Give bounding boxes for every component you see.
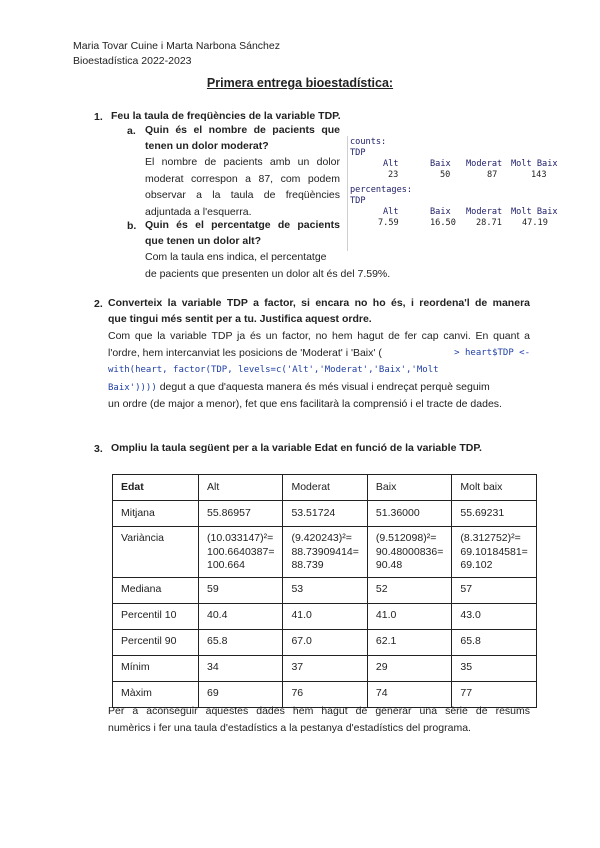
cell-line: 88.739 — [291, 559, 324, 571]
table-cell: 55.86957 — [199, 501, 283, 527]
table-cell: 65.8 — [452, 629, 536, 655]
q2-answer-line2 — [108, 345, 530, 362]
row-label: Percentil 10 — [113, 603, 199, 629]
q1a-answer-line1: El nombre de pacients amb un dolor — [145, 156, 340, 168]
q1a-answer-line3: observar a la taula de freqüències — [145, 189, 340, 201]
cell-line: 90.48000836= — [375, 545, 444, 558]
q2-code-part3: Baix')))) — [108, 382, 157, 393]
q2-code-part2: with(heart, factor(TDP, levels=c('Alt','Moderat','Baix','Molt — [108, 365, 439, 375]
q2-number: 2. — [94, 298, 103, 310]
cell-line: (9.512098)²= — [375, 532, 437, 544]
r-percentages-label: percentages: — [350, 185, 413, 195]
q2-answer-line1: Com que la variable TDP ja és un factor, no hem hagut de fer cap canvi. En quant a — [108, 330, 530, 342]
table-cell: 57 — [452, 577, 536, 603]
row-label: Mediana — [113, 577, 199, 603]
q2-answer-line3 — [108, 361, 530, 379]
table-row — [113, 655, 537, 681]
r-count-moderat: 87 — [487, 170, 498, 180]
r-pct-baix: 16.50 — [430, 218, 456, 228]
r-header-moltbaix: Molt Baix — [511, 159, 558, 169]
r-pct-alt: 7.59 — [378, 218, 399, 228]
r-count-moltbaix: 143 — [531, 170, 547, 180]
q1b-question-line1: Quin és el percentatge de pacients — [145, 219, 340, 231]
table-cell — [283, 527, 367, 578]
r-var-label: TDP — [350, 148, 366, 158]
header-cell-moderat: Moderat — [283, 475, 367, 501]
r-output-divider — [347, 136, 348, 251]
q1a-question-line1: Quin és el nombre de pacients que — [145, 124, 340, 136]
r-pct-moderat: 28.71 — [476, 218, 502, 228]
cell-line: 88.73909414= — [291, 545, 359, 558]
table-cell: 37 — [283, 655, 367, 681]
page-title: Primera entrega bioestadística: — [206, 76, 394, 90]
header-cell-alt: Alt — [199, 475, 283, 501]
q3-text: Ompliu la taula següent per a la variable Edat en funció de la variable TDP. — [111, 442, 482, 454]
q1b-question-line2: que tenen un dolor alt? — [145, 235, 262, 247]
q1a-answer — [145, 154, 340, 220]
table-cell: 40.4 — [199, 603, 283, 629]
q2-code-part1: > heart$TDP <- — [454, 347, 530, 358]
r-count-baix: 50 — [440, 170, 451, 180]
row-label: Mitjana — [113, 501, 199, 527]
q2-text-line1: Converteix la variable TDP a factor, si encara no ho és, i reordena'l de manera — [108, 297, 530, 309]
q1a-answer-line2: moderat correspon a 87, com podem — [145, 172, 340, 185]
q2-text — [108, 295, 530, 327]
cell-line: (8.312752)²= — [460, 532, 521, 544]
q2-answer — [108, 328, 530, 413]
q1a-answer-line4: adjuntada a l'esquerra. — [145, 205, 252, 218]
r-header-moderat: Moderat — [466, 159, 503, 169]
q1a-letter: a. — [127, 125, 136, 137]
table-row — [113, 577, 537, 603]
r-header-baix: Baix — [430, 159, 451, 169]
table-cell: 76 — [283, 681, 367, 707]
table-cell: 69 — [199, 681, 283, 707]
cell-line: 100.664 — [207, 559, 245, 571]
table-cell: 34 — [199, 655, 283, 681]
table-row — [113, 603, 537, 629]
table-cell: 43.0 — [452, 603, 536, 629]
header-cell-baix: Baix — [367, 475, 451, 501]
table-row — [113, 629, 537, 655]
r-header-alt: Alt — [383, 159, 399, 169]
row-label: Variància — [113, 527, 199, 578]
table-cell: 74 — [367, 681, 451, 707]
q1a-question — [145, 122, 340, 154]
r-var-label-2: TDP — [350, 196, 366, 206]
r-header-alt-2: Alt — [383, 207, 399, 217]
q1b-letter: b. — [127, 220, 137, 232]
table-cell: 65.8 — [199, 629, 283, 655]
cell-line: 90.48 — [375, 559, 403, 571]
r-counts-table — [350, 159, 560, 181]
q1-text: Feu la taula de freqüències de la variable TDP. — [111, 110, 341, 122]
cell-line: (10.033147)²= — [207, 532, 274, 544]
table-cell — [452, 527, 536, 578]
header-cell-moltbaix: Molt baix — [452, 475, 536, 501]
table-cell — [199, 527, 283, 578]
q1-number: 1. — [94, 111, 103, 123]
q3-explanation-line2: numèrics i fer una taula d'estadístics a la pestanya d'estadístics del programa. — [108, 721, 471, 734]
q2-answer-line5: un ordre (de major a menor), fet que ens facilitarà la comprensió i el tracte de dades. — [108, 398, 502, 410]
r-header-moltbaix-2: Molt Baix — [511, 207, 558, 217]
q1a-question-line2: tenen un dolor moderat? — [145, 140, 269, 152]
table-cell: 77 — [452, 681, 536, 707]
r-header-moderat-2: Moderat — [466, 207, 503, 217]
r-counts-label: counts: — [350, 137, 387, 147]
table-cell: 52 — [367, 577, 451, 603]
row-label: Percentil 90 — [113, 629, 199, 655]
q1b-question — [145, 217, 340, 249]
q2-answer-line4-text: degut a que d'aquesta manera és més visual i endreçat perquè seguim — [159, 380, 490, 393]
table-cell: 41.0 — [283, 603, 367, 629]
r-count-alt: 23 — [388, 170, 399, 180]
row-label: Màxim — [113, 681, 199, 707]
q3-explanation — [108, 703, 530, 736]
course-name: Bioestadística 2022-2023 — [73, 55, 192, 67]
q2-text-line2: que tingui més sentit per a tu. Justifica aquest ordre. — [108, 313, 372, 325]
row-label: Mínim — [113, 655, 199, 681]
header-cell-edat: Edat — [113, 475, 199, 501]
q1b-answer-line2: de pacients que presenten un dolor alt és del 7.59%. — [145, 267, 391, 280]
q2-answer-line2-text: l'ordre, hem intercanviat les posicions de 'Moderat' i 'Baix' ( — [108, 346, 382, 359]
r-percentages-table — [350, 207, 560, 229]
author-names: Maria Tovar Cuine i Marta Narbona Sánchez — [73, 40, 280, 52]
table-cell: 51.36000 — [367, 501, 451, 527]
table-cell: 41.0 — [367, 603, 451, 629]
table-cell: 59 — [199, 577, 283, 603]
table-cell: 55.69231 — [452, 501, 536, 527]
table-cell: 67.0 — [283, 629, 367, 655]
cell-line: (9.420243)²= — [291, 532, 352, 544]
q1b-answer — [145, 249, 445, 282]
q2-answer-line4 — [108, 379, 530, 397]
table-cell: 29 — [367, 655, 451, 681]
table-row — [113, 527, 537, 578]
table-header-row — [113, 475, 537, 501]
table-cell: 53 — [283, 577, 367, 603]
table-cell: 35 — [452, 655, 536, 681]
table-cell: 62.1 — [367, 629, 451, 655]
q3-explanation-line1: Per a aconseguir aquestes dades hem hagut de generar una sèrie de resums — [108, 705, 530, 717]
r-header-baix-2: Baix — [430, 207, 451, 217]
table-cell — [367, 527, 451, 578]
q1b-answer-line1: Com la taula ens indica, el percentatge — [145, 251, 327, 263]
q3-number: 3. — [94, 443, 103, 455]
cell-line: 69.102 — [460, 559, 493, 571]
cell-line: 100.6640387= — [207, 545, 275, 558]
r-pct-moltbaix: 47.19 — [522, 218, 548, 228]
table-row — [113, 501, 537, 527]
cell-line: 69.10184581= — [460, 545, 528, 558]
table-cell: 53.51724 — [283, 501, 367, 527]
edat-stats-table — [112, 474, 537, 708]
r-frequency-output — [350, 137, 560, 229]
